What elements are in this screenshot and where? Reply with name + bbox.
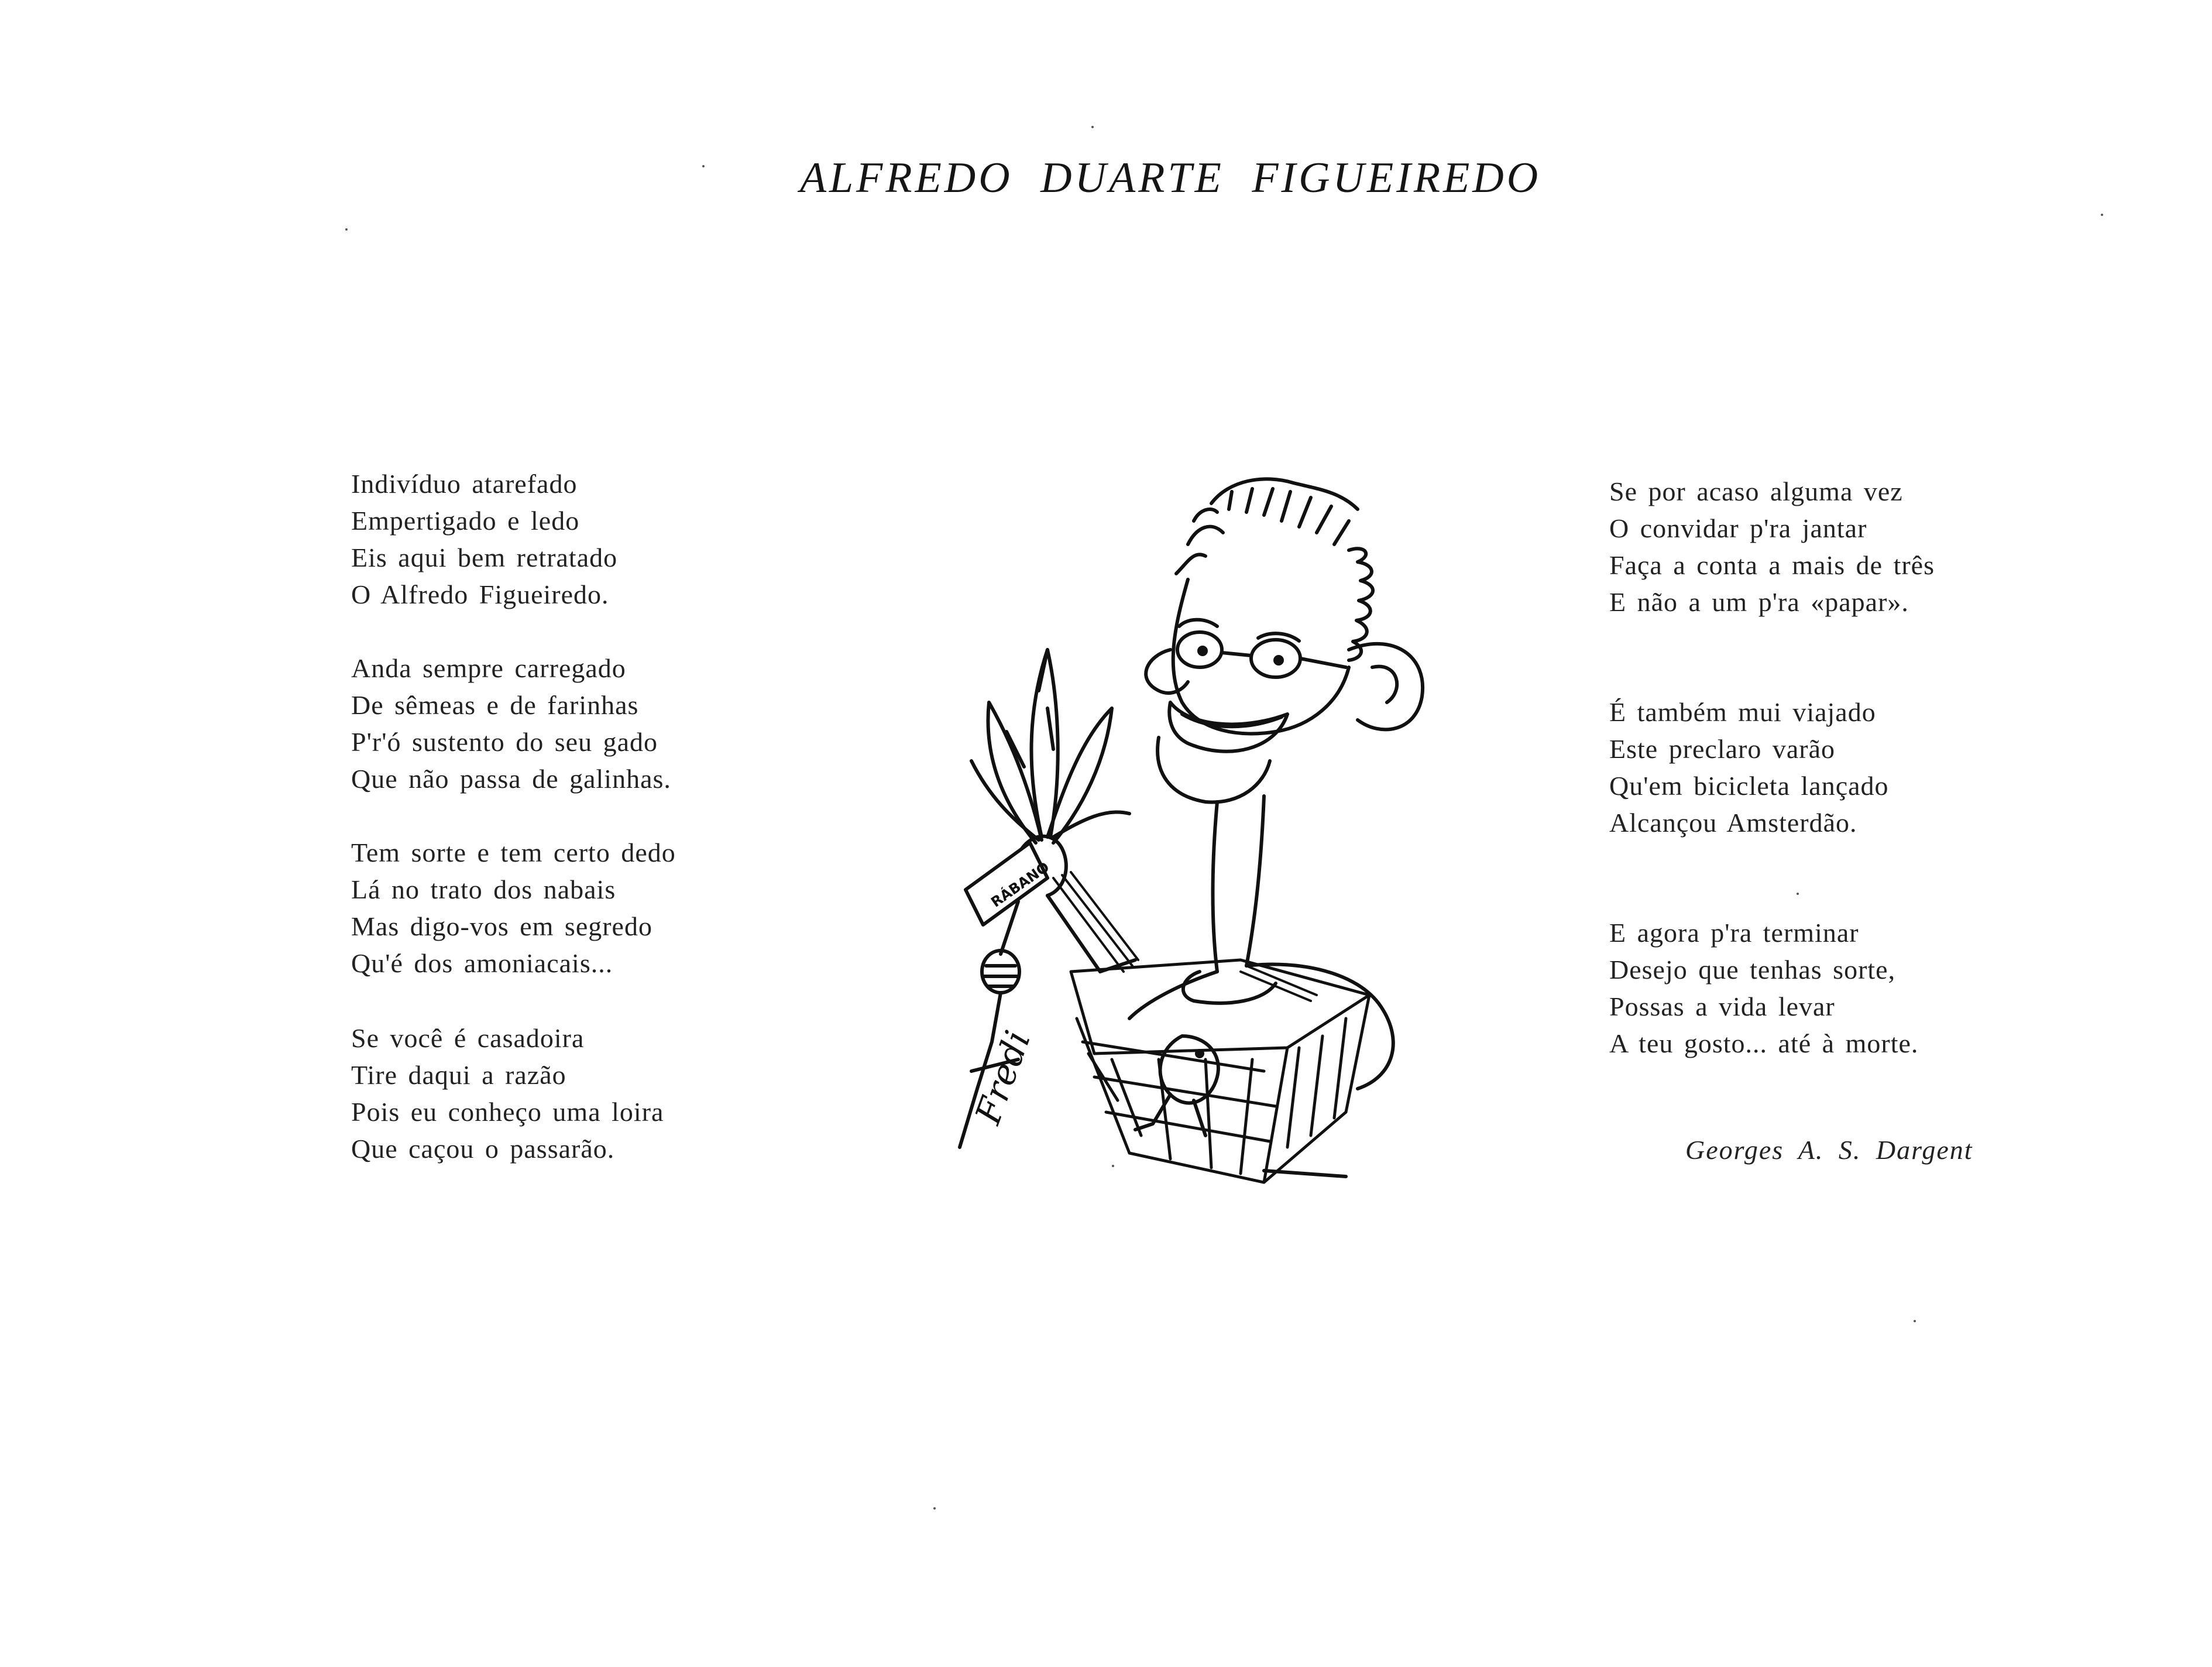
verse-line: Tire daqui a razão: [351, 1060, 566, 1090]
verse-line: Lá no trato dos nabais: [351, 874, 616, 904]
paper-speck: [2101, 214, 2103, 216]
verse-line: Anda sempre carregado: [351, 653, 626, 683]
verse-line: Pois eu conheço uma loira: [351, 1097, 664, 1127]
glasses-drawing: [1177, 632, 1346, 677]
verse-line: É também mui viajado: [1609, 697, 1876, 727]
verse-line: Este preclaro varão: [1609, 734, 1836, 764]
verse-line: Indivíduo atarefado: [351, 469, 578, 499]
right-stanza-2: [1609, 694, 1889, 841]
paper-speck: [1091, 126, 1094, 128]
verse-line: De sêmeas e de farinhas: [351, 690, 639, 720]
radish-leaves: [971, 650, 1129, 843]
paper-speck: [702, 165, 705, 167]
left-stanza-2: [351, 650, 671, 797]
right-stanza-3: [1609, 914, 1918, 1062]
paper-speck: [1112, 1165, 1114, 1167]
neck-left: [1213, 802, 1218, 972]
paper-speck: [1797, 893, 1799, 895]
paper-speck: [1914, 1320, 1916, 1322]
author-signature: Georges A. S. Dargent: [1685, 1135, 1973, 1165]
left-stanza-1: [351, 465, 617, 613]
verse-line: Que não passa de galinhas.: [351, 764, 671, 794]
verse-line: A teu gosto... até à morte.: [1609, 1028, 1919, 1058]
verse-line: P'r'ó sustento do seu gado: [351, 727, 658, 757]
basket-drawing: [1071, 960, 1369, 1182]
radish-sign-label: RÁBANO: [988, 859, 1053, 911]
nose-drawing: [1146, 650, 1188, 693]
verse-line: E agora p'ra terminar: [1609, 918, 1859, 948]
neck-right: [1246, 796, 1264, 966]
hand-right: [1183, 972, 1276, 1003]
verse-line: E não a um p'ra «papar».: [1609, 587, 1909, 617]
paper-speck: [933, 1507, 936, 1510]
left-stanza-4: [351, 1020, 664, 1167]
verse-line: Eis aqui bem retratado: [351, 543, 618, 572]
left-stanza-3: [351, 834, 676, 982]
verse-line: O Alfredo Figueiredo.: [351, 579, 609, 609]
right-stanza-1: [1609, 473, 1935, 620]
ear-inner: [1372, 667, 1397, 702]
verse-line: Desejo que tenhas sorte,: [1609, 955, 1896, 985]
artist-signature: Fredi: [967, 1025, 1039, 1130]
verse-line: Qu'em bicicleta lançado: [1609, 771, 1889, 801]
verse-line: Se por acaso alguma vez: [1609, 476, 1903, 506]
paper-speck: [345, 228, 348, 231]
head-outline: [1173, 579, 1349, 733]
verse-line: Mas digo-vos em segredo: [351, 911, 652, 941]
caricature-illustration: [936, 457, 1463, 1200]
verse-line: Que caçou o passarão.: [351, 1134, 615, 1164]
verse-line: Empertigado e ledo: [351, 506, 580, 536]
verse-line: Alcançou Amsterdão.: [1609, 808, 1857, 838]
shoulder-left: [1129, 972, 1217, 1018]
verse-line: Qu'é dos amoniacais...: [351, 948, 613, 978]
verse-line: O convidar p'ra jantar: [1609, 513, 1867, 543]
verse-line: Possas a vida levar: [1609, 992, 1835, 1021]
verse-line: Faça a conta a mais de três: [1609, 550, 1935, 580]
arm-left: [1047, 896, 1135, 972]
poem-title: ALFREDO DUARTE FIGUEIREDO: [799, 154, 1541, 202]
verse-line: Tem sorte e tem certo dedo: [351, 838, 676, 867]
eyebrow-left: [1179, 620, 1217, 626]
verse-line: Se você é casadoira: [351, 1023, 585, 1053]
